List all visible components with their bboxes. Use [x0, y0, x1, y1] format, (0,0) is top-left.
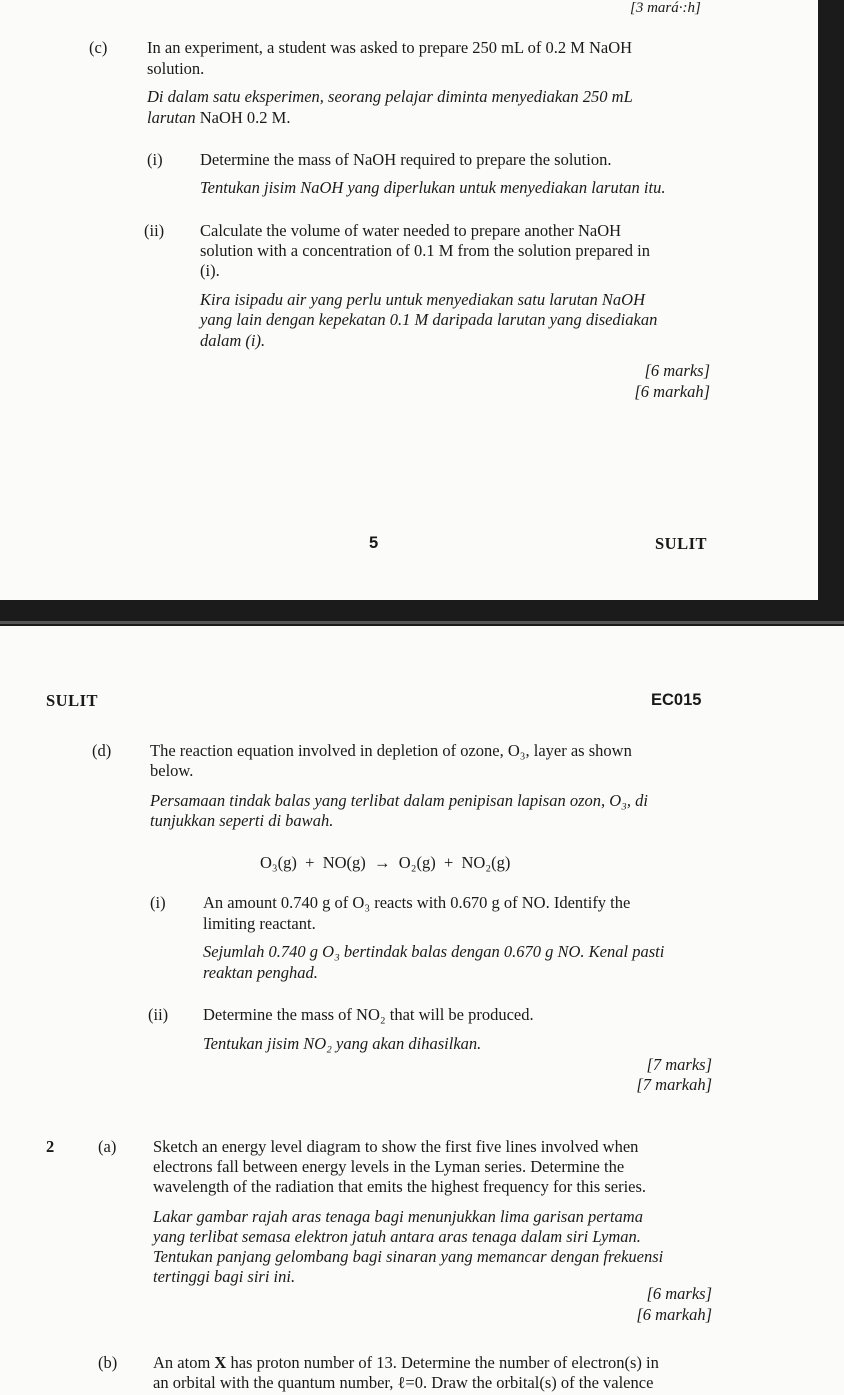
part-c-label: (c)	[89, 38, 108, 57]
part-d-ii-en: Determine the mass of NO₂ that will be produced.	[203, 1005, 534, 1024]
top-marks-cropped: [3 mará·:h]	[630, 0, 701, 16]
part-d-marks-en: [7 marks]	[646, 1055, 712, 1074]
footer-sulit: SULIT	[655, 534, 708, 553]
part-d-i-ms-line-2: reaktan penghad.	[203, 963, 318, 982]
q2-a-ms-line-4: tertinggi bagi siri ini.	[153, 1267, 296, 1286]
part-c-en-line-2: solution.	[147, 59, 205, 78]
ozone-reaction-equation: O₃(g) + NO(g) → O₂(g) + NO₂(g)	[260, 853, 511, 872]
part-d-ms-line-2: tunjukkan seperti di bawah.	[150, 811, 334, 830]
part-d-i-ms-line-1: Sejumlah 0.740 g O₃ bertindak balas dengan 0.670 g NO. Kenal pasti	[203, 942, 665, 961]
atom-x-symbol: X	[214, 1353, 227, 1372]
question-2-number: 2	[46, 1137, 55, 1156]
part-d-marks-ms: [7 markah]	[636, 1075, 712, 1094]
part-c-ii-en-line-3: (i).	[200, 261, 220, 280]
scan-edge-shadow	[818, 0, 844, 600]
part-c-i-label: (i)	[147, 150, 163, 169]
part-c-i-en: Determine the mass of NaOH required to prepare the solution.	[200, 150, 612, 169]
part-d-i-label: (i)	[150, 893, 166, 912]
q2-a-ms-line-3: Tentukan panjang gelombang bagi sinaran yang memancar dengan frekuensi	[153, 1247, 664, 1266]
part-d-i-en-line-1: An amount 0.740 g of O₃ reacts with 0.670 g of NO. Identify the	[203, 893, 631, 912]
q2-a-marks-ms: [6 markah]	[636, 1305, 712, 1324]
part-c-ii-en-line-2: solution with a concentration of 0.1 M from the solution prepared in	[200, 241, 650, 260]
q2-b-en-line-1: An atom X has proton number of 13. Determine the number of electron(s) in	[153, 1353, 659, 1372]
q2-a-ms-line-2: yang terlibat semasa elektron jatuh antara aras tenaga dalam siri Lyman.	[153, 1227, 641, 1246]
part-c-i-ms: Tentukan jisim NaOH yang diperlukan untuk menyediakan larutan itu.	[200, 178, 666, 197]
page-number: 5	[369, 534, 379, 552]
header-course-code: EC015	[651, 691, 702, 709]
part-d-ii-label: (ii)	[148, 1005, 169, 1024]
part-d-label: (d)	[92, 741, 112, 760]
part-d-en-line-1: The reaction equation involved in depletion of ozone, O₃, layer as shown	[150, 741, 632, 760]
part-d-i-en-line-2: limiting reactant.	[203, 914, 316, 933]
q2-part-a-label: (a)	[98, 1137, 117, 1156]
q2-part-b-label: (b)	[98, 1353, 118, 1372]
part-d-ii-ms: Tentukan jisim NO₂ yang akan dihasilkan.	[203, 1034, 482, 1053]
part-c-ii-label: (ii)	[144, 221, 165, 240]
part-d-en-line-2: below.	[150, 761, 194, 780]
part-c-marks-en: [6 marks]	[644, 361, 710, 380]
header-sulit: SULIT	[46, 691, 99, 710]
part-c-ii-en-line-1: Calculate the volume of water needed to prepare another NaOH	[200, 221, 622, 240]
part-c-en-line-1: In an experiment, a student was asked to prepare 250 mL of 0.2 M NaOH	[147, 38, 633, 57]
part-c-ii-ms-line-1: Kira isipadu air yang perlu untuk menyediakan satu larutan NaOH	[200, 290, 646, 309]
q2-a-marks-en: [6 marks]	[646, 1284, 712, 1303]
part-c-ms-line-1: Di dalam satu eksperimen, seorang pelajar diminta menyediakan 250 mL	[147, 87, 633, 106]
q2-a-en-line-1: Sketch an energy level diagram to show the first five lines involved when	[153, 1137, 639, 1156]
part-d-ms-line-1: Persamaan tindak balas yang terlibat dalam penipisan lapisan ozon, O₃, di	[150, 791, 648, 810]
part-c-ms-line-2: larutan NaOH 0.2 M.	[147, 108, 291, 127]
page-gap-divider	[0, 621, 844, 624]
part-c-ii-ms-line-2: yang lain dengan kepekatan 0.1 M daripada larutan yang disediakan	[200, 310, 658, 329]
part-c-marks-ms: [6 markah]	[634, 382, 710, 401]
exam-page-6	[0, 626, 844, 1395]
exam-page-5	[0, 0, 818, 600]
q2-a-en-line-2: electrons fall between energy levels in the Lyman series. Determine the	[153, 1157, 625, 1176]
q2-b-en-line-2: an orbital with the quantum number, ℓ=0. Draw the orbital(s) of the valence	[153, 1373, 654, 1392]
part-c-ii-ms-line-3: dalam (i).	[200, 331, 266, 350]
q2-a-en-line-3: wavelength of the radiation that emits the highest frequency for this series.	[153, 1177, 647, 1196]
q2-a-ms-line-1: Lakar gambar rajah aras tenaga bagi menunjukkan lima garisan pertama	[153, 1207, 643, 1226]
